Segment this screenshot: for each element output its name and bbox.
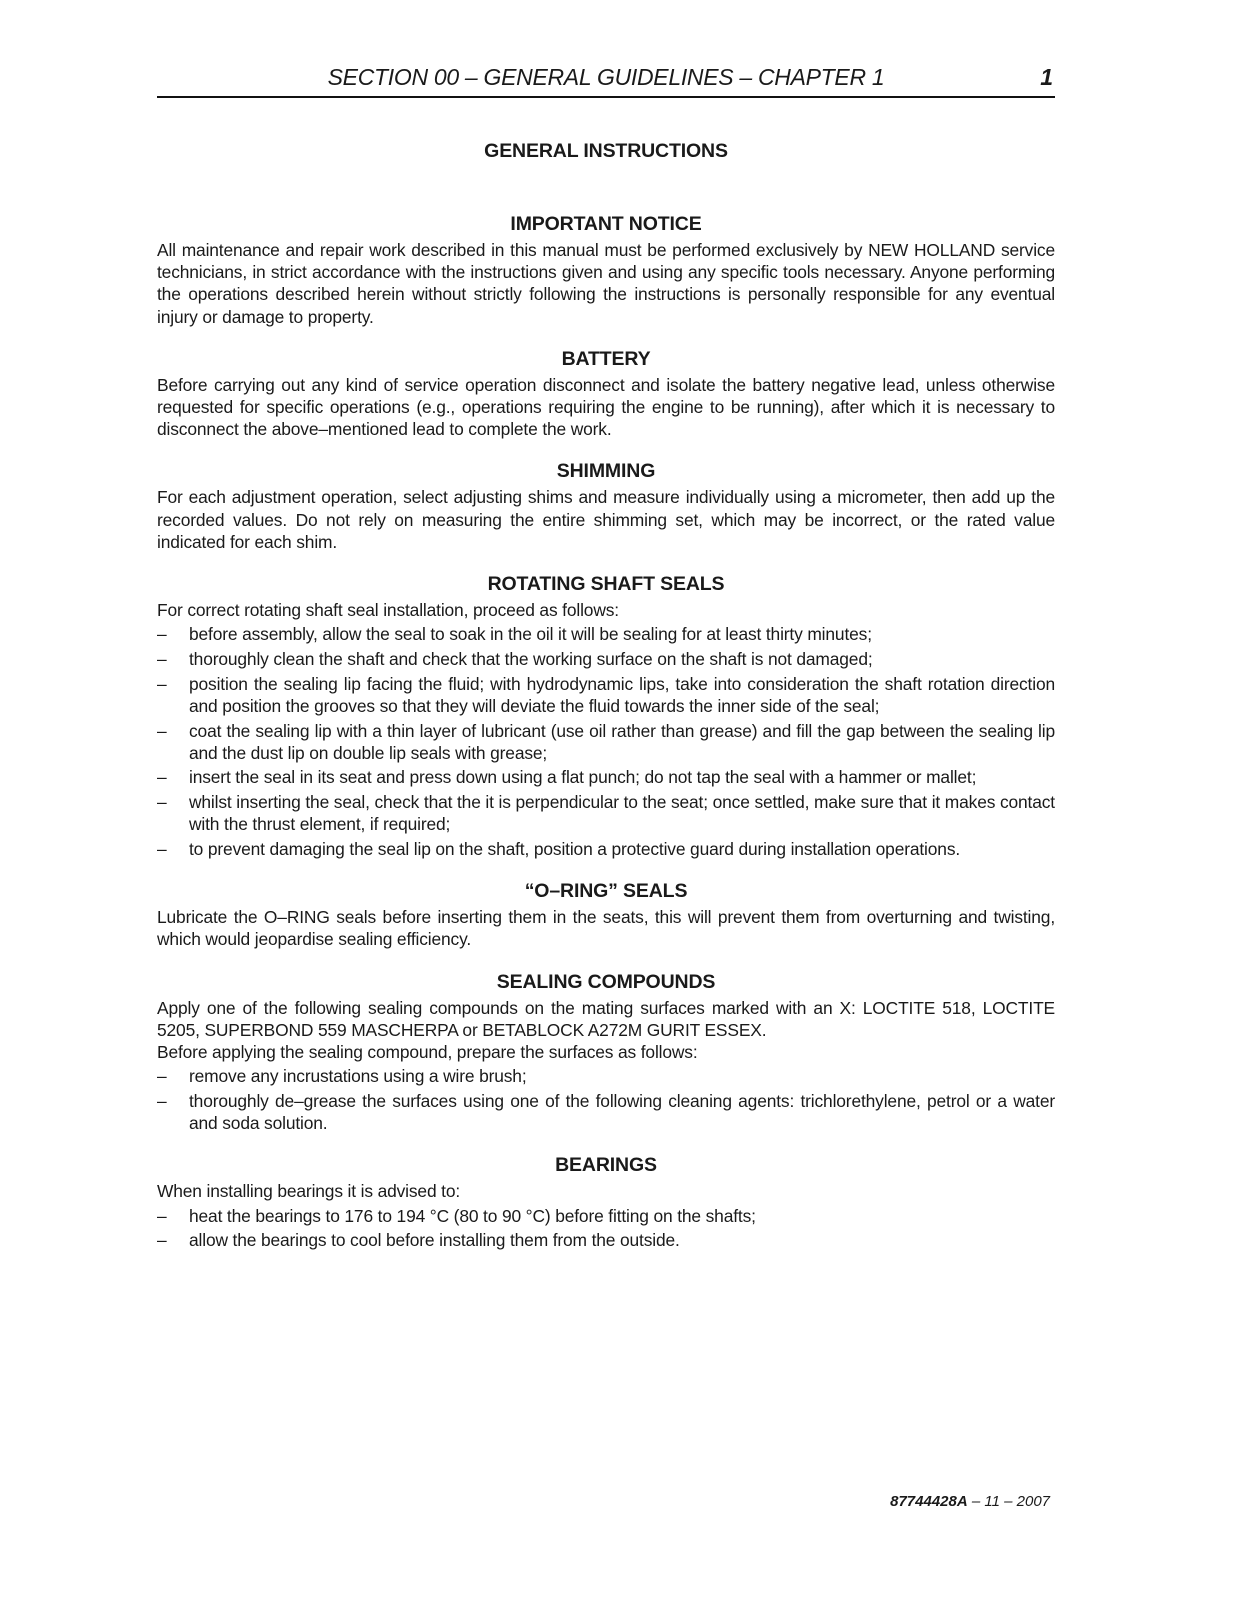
list-item	[157, 838, 1055, 860]
instruction-list	[157, 1205, 1055, 1252]
instruction-list	[157, 1065, 1055, 1134]
section-battery	[157, 346, 1055, 441]
dash-bullet: –	[157, 624, 167, 645]
section-heading: BATTERY	[561, 347, 651, 370]
section-rotating-shaft-seals	[157, 571, 1055, 860]
list-item-text: heat the bearings to 176 to 194 °C (80 to 90 °C) before fitting on the shafts;	[189, 1205, 756, 1226]
section-sealing-compounds	[157, 969, 1055, 1135]
list-item-text: remove any incrustations using a wire brush;	[189, 1066, 527, 1087]
dash-bullet: –	[157, 1205, 167, 1226]
section-intro: Before applying the sealing compound, prepare the surfaces as follows:	[157, 1042, 698, 1063]
list-item	[157, 720, 1055, 764]
dash-bullet: –	[157, 792, 167, 813]
document-title: GENERAL INSTRUCTIONS	[484, 140, 728, 162]
dash-bullet: –	[157, 1066, 167, 1087]
page-number: 1	[1040, 64, 1053, 90]
section-intro: For correct rotating shaft seal installation, proceed as follows:	[157, 600, 619, 621]
list-item	[157, 673, 1055, 717]
section-o-ring-seals	[157, 878, 1055, 950]
list-item-text: position the sealing lip facing the fluid; with hydrodynamic lips, take into consideration the shaft rotation direction and position the grooves so that they will deviate the fluid towards the inner side of the seal;	[189, 673, 1055, 716]
dash-bullet: –	[157, 1090, 167, 1111]
instruction-list	[157, 623, 1055, 860]
dash-bullet: –	[157, 720, 167, 741]
dash-bullet: –	[157, 648, 167, 669]
section-intro: When installing bearings it is advised to:	[157, 1181, 461, 1202]
page-footer	[890, 1493, 1050, 1510]
dash-bullet: –	[157, 839, 167, 860]
list-item-text: thoroughly clean the shaft and check that the working surface on the shaft is not damaged;	[189, 648, 873, 669]
list-item	[157, 1090, 1055, 1134]
section-paragraph: All maintenance and repair work described in this manual must be performed exclusively by NEW HOLLAND service technicians, in strict accordance with the instructions given and using any specific tools necessary. Anyone performing the operations described herein without strictly following the instructions is personally responsible for any eventual injury or damage to property.	[157, 240, 1055, 327]
list-item-text: before assembly, allow the seal to soak in the oil it will be sealing for at least thirty minutes;	[189, 624, 872, 645]
section-chapter-title: SECTION 00 – GENERAL GUIDELINES – CHAPTER 1	[327, 64, 885, 90]
section-heading: SHIMMING	[556, 460, 656, 483]
list-item-text: allow the bearings to cool before installing them from the outside.	[189, 1230, 680, 1251]
list-item	[157, 1065, 1055, 1087]
list-item-text: coat the sealing lip with a thin layer of lubricant (use oil rather than grease) and fill the gap between the sealing lip and the dust lip on double lip seals with grease;	[189, 720, 1055, 763]
list-item	[157, 1229, 1055, 1251]
section-paragraph: Apply one of the following sealing compounds on the mating surfaces marked with an X: LOCTITE 518, LOCTITE 5205, SUPERBOND 559 MASCHERPA or BETABLOCK A272M GURIT ESSEX.	[157, 997, 1055, 1040]
section-heading: SEALING COMPOUNDS	[496, 970, 716, 993]
list-item-text: whilst inserting the seal, check that the it is perpendicular to the seat; once settled, make sure that it makes contact with the thrust element, if required;	[189, 792, 1055, 835]
list-item-text: thoroughly de–grease the surfaces using one of the following cleaning agents: trichlorethylene, petrol or a water and soda solution.	[189, 1090, 1055, 1134]
section-heading: BEARINGS	[555, 1154, 657, 1177]
dash-bullet: –	[157, 673, 167, 694]
section-heading: IMPORTANT NOTICE	[510, 213, 702, 235]
list-item	[157, 791, 1055, 835]
document-body	[157, 138, 1055, 1270]
page-header	[157, 62, 1055, 98]
section-heading: ROTATING SHAFT SEALS	[487, 573, 725, 596]
document-date: – 11 – 2007	[967, 1493, 1050, 1510]
document-code: 87744428A	[890, 1493, 968, 1510]
section-important-notice	[157, 211, 1055, 328]
list-item	[157, 648, 1055, 670]
list-item	[157, 766, 1055, 788]
section-bearings	[157, 1152, 1055, 1251]
list-item	[157, 1205, 1055, 1227]
dash-bullet: –	[157, 1230, 167, 1251]
section-paragraph: Lubricate the O–RING seals before inserting them in the seats, this will prevent them from overturning and twisting, which would jeopardise sealing efficiency.	[157, 907, 1055, 950]
dash-bullet: –	[157, 767, 167, 788]
list-item	[157, 623, 1055, 645]
section-heading: “O–RING” SEALS	[524, 880, 688, 903]
section-paragraph: Before carrying out any kind of service operation disconnect and isolate the battery negative lead, unless otherwise requested for specific operations (e.g., operations requiring the engine to be running), after which it is necessary to disconnect the above–mentioned lead to complete the work.	[157, 374, 1055, 440]
list-item-text: to prevent damaging the seal lip on the shaft, position a protective guard during installation operations.	[189, 839, 961, 860]
section-paragraph: For each adjustment operation, select adjusting shims and measure individually using a micrometer, then add up the recorded values. Do not rely on measuring the entire shimming set, which may be incorrect, or the rated value indicated for each shim.	[157, 487, 1055, 552]
list-item-text: insert the seal in its seat and press down using a flat punch; do not tap the seal with a hammer or mallet;	[189, 767, 977, 788]
section-shimming	[157, 458, 1055, 553]
